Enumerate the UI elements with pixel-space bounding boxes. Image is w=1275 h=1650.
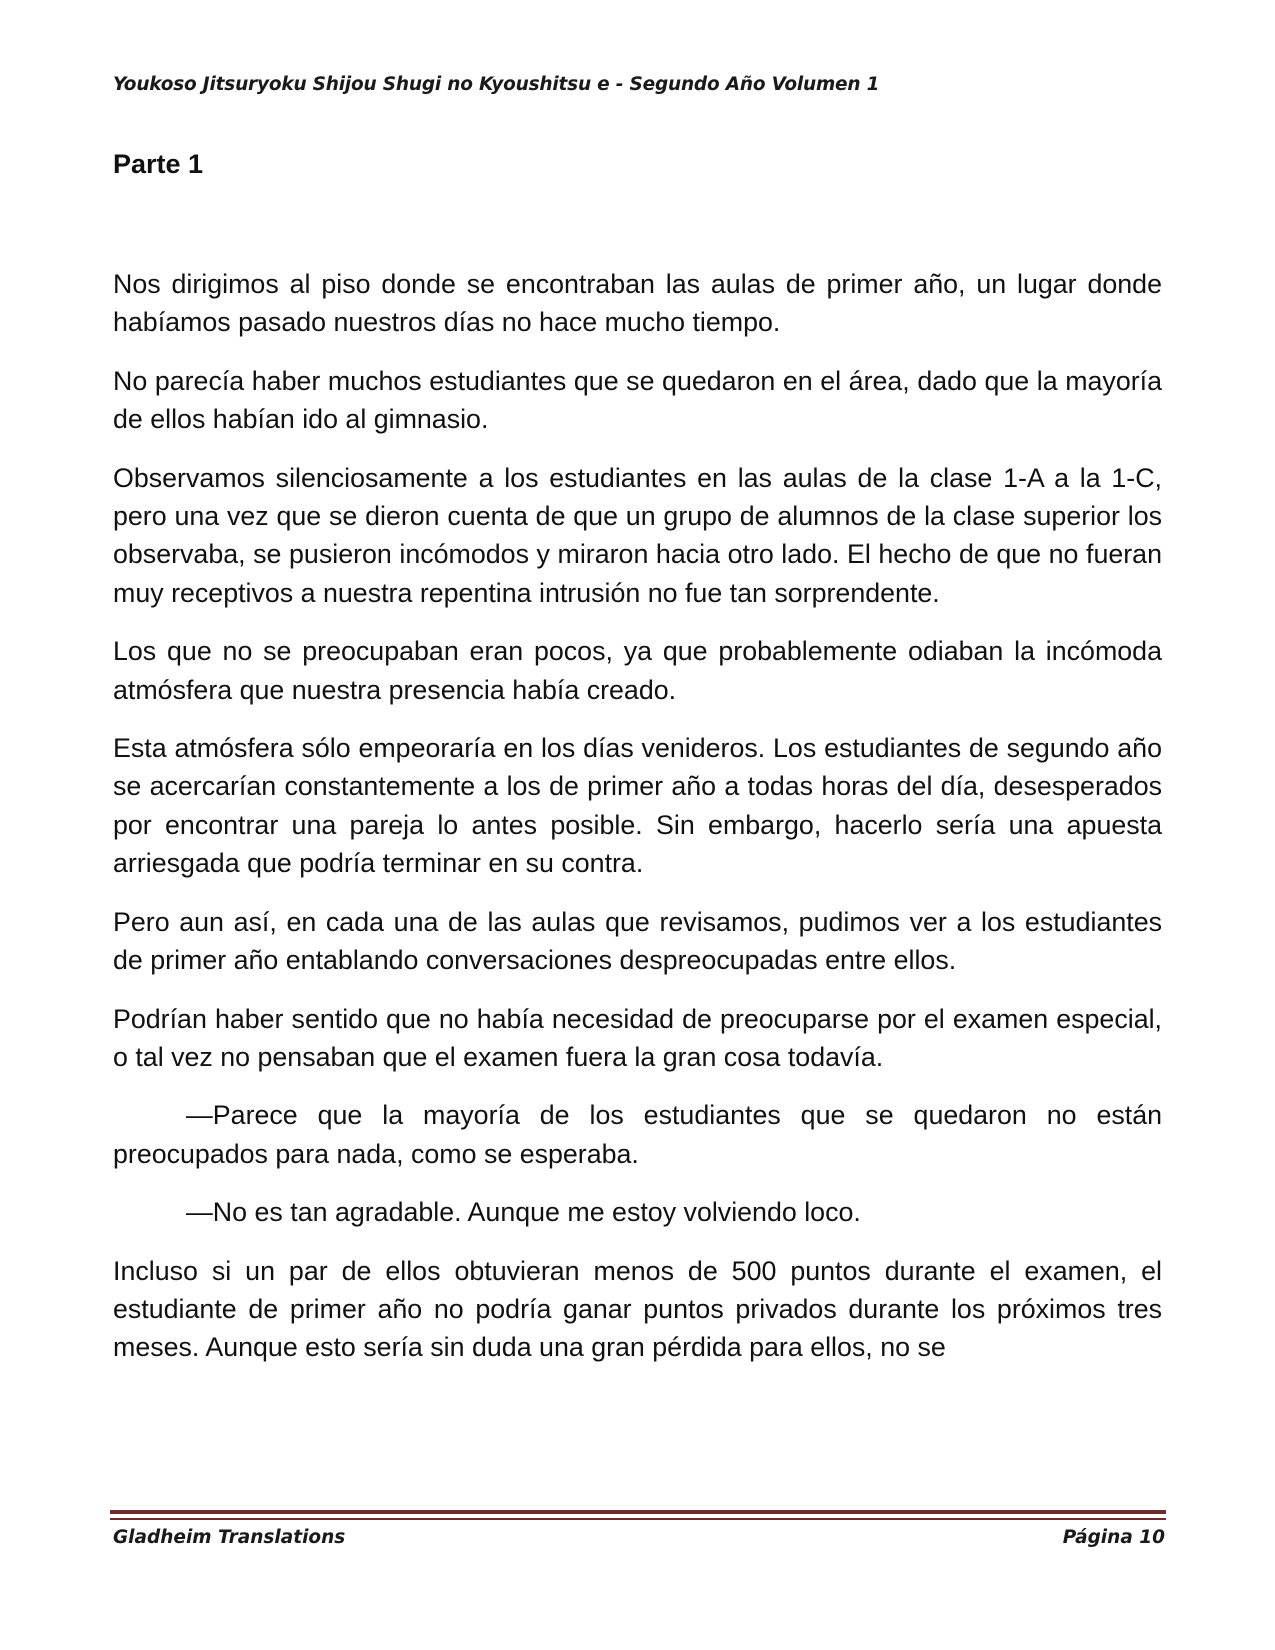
running-header: Youkoso Jitsuryoku Shijou Shugi no Kyoushitsu e - Segundo Año Volumen 1	[113, 74, 880, 95]
section-title: Parte 1	[113, 149, 204, 179]
paragraph: Incluso si un par de ellos obtuvieran menos de 500 puntos durante el examen, el estudiante de primer año no podría ganar puntos privados durante los próximos tres meses. Aunque esto sería sin duda una gran pérdida para ellos, no se	[113, 1255, 1162, 1363]
paragraph: Podrían haber sentido que no había necesidad de preocuparse por el examen especial, o tal vez no pensaban que el examen fuera la gran cosa todavía.	[113, 1003, 1162, 1072]
footer-publisher: Gladheim Translations	[113, 1527, 346, 1548]
paragraph: No parecía haber muchos estudiantes que se quedaron en el área, dado que la mayoría de ellos habían ido al gimnasio.	[113, 365, 1162, 435]
paragraph: Observamos silenciosamente a los estudiantes en las aulas de la clase 1-A a la 1-C, pero una vez que se dieron cuenta de que un grupo de alumnos de la clase superior los observaba, se pusieron incómodos y miraron hacia otro lado. El hecho de que no fueran muy receptivos a nuestra repentina intrusión no fue tan sorprendente.	[113, 462, 1162, 608]
dialogue-line: —Parece que la mayoría de los estudiantes que se quedaron no están preocupados para nada, como se esperaba.	[113, 1100, 1162, 1169]
footer-rule-thick	[110, 1510, 1166, 1514]
dialogue-line: —No es tan agradable. Aunque me estoy volviendo loco.	[186, 1197, 861, 1228]
paragraph: Pero aun así, en cada una de las aulas que revisamos, pudimos ver a los estudiantes de primer año entablando conversaciones despreocupadas entre ellos.	[113, 906, 1162, 976]
body-text	[113, 265, 1162, 1387]
paragraph: Nos dirigimos al piso donde se encontraban las aulas de primer año, un lugar donde habíamos pasado nuestros días no hace mucho tiempo.	[113, 269, 1162, 338]
paragraph: Los que no se preocupaban eran pocos, ya que probablemente odiaban la incómoda atmósfera que nuestra presencia había creado.	[113, 636, 1162, 705]
footer-page-number: Página 10	[1062, 1527, 1165, 1548]
paragraph: Esta atmósfera sólo empeoraría en los días venideros. Los estudiantes de segundo año se acercarían constantemente a los de primer año a todas horas del día, desesperados por encontrar una pareja lo antes posible. Sin embargo, hacerlo sería una apuesta arriesgada que podría terminar en su contra.	[113, 733, 1162, 879]
footer-rule-thin	[110, 1518, 1166, 1520]
